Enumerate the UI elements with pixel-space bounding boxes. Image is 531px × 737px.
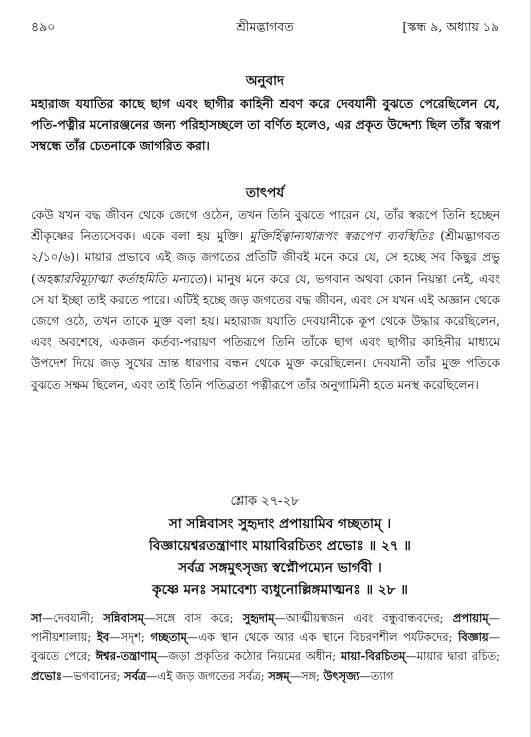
synonym-word: সর্বত্র [124, 668, 147, 683]
verse-line: সর্বত্র সঙ্গমুৎসৃজ্য স্বপ্নৌপম্যেন ভার্গবী । [178, 560, 382, 576]
translation-text: মহারাজ যযাতির কাছে ছাগ এবং ছাগীর কাহিনী শ্রবণ করে দেবযানী বুঝতে পেরেছিলেন যে, পতি-পত্নীর মনোরঞ্জনের জন্য পরিহাসচ্ছলে তা বর্ণিত হলেও, এর প্রকৃত উদ্দেশ্য ছিল তাঁর স্বরূপ সম্বন্ধে তাঁর চেতনাকে জাগরিত করা। [31, 96, 500, 153]
purport-reference: (শ্রীমদ্ভাগবত ২/১০/৬)। [31, 229, 500, 265]
synonym-meaning: —এই জড় জগতের সর্বত্র; [146, 668, 269, 683]
synonym-meaning: —সঙ্গে বাস করে; [144, 611, 243, 625]
purport-text-part: কেউ যখন বদ্ধ জীবন থেকে জেগে ওঠেন, তখন তিনি বুঝতে পারেন যে, তাঁর স্বরূপে তিনি হচ্ছেন শ্রীকৃষ্ণের নিত্যসেবক। একে বলা হয় মুক্তি। [31, 208, 500, 244]
purport-text-part: মায়ার প্রভাবে এই জড় জগতের প্রতিটি জীবই মনে করে যে, সে হচ্ছে সব কিছুর প্রভু ( [31, 250, 500, 286]
purport-heading: তাৎপর্য [245, 185, 285, 201]
synonym-meaning: —বুঝতে পেরে; [31, 630, 500, 664]
synonym-meaning: —ত্যাগ [359, 668, 394, 683]
synonym-word: ঈশ্বর-তন্ত্রাণাম্ [95, 649, 157, 664]
synonym-word: বিজ্ঞায় [458, 630, 489, 645]
verse-text [0, 513, 530, 601]
chapter-reference: [স্কন্ধ ৯, অধ্যায় ১৯ [402, 19, 499, 34]
synonym-word: সন্নিবাসম্ [103, 611, 144, 625]
synonym-word: উৎসৃজ্য [323, 668, 360, 683]
purport-text [31, 205, 500, 396]
purport-text-part: )। মানুষ মনে করে যে, ভগবান অথবা কোন নিয়ন্তা নেই, এবং সে যা ইচ্ছা তাই করতে পারে। এটিই হচ্ছে জড় জগতের বদ্ধ জীবন, এবং সে যখন এই অজ্ঞান থেকে জেগে ওঠে, তখন তাকে মুক্ত বলা হয়। মহারাজ যযাতি দেবযানীকে কূপ থেকে উদ্ধার করেছিলেন, এবং অবশেষে, একজন কর্তব্য-পরায়ণ পতিরূপে তিনি তাঁকে ছাগ এবং ছাগীর কাহিনীর মাধ্যমে উপদেশ দিয়ে জড় সুখের ভ্রান্ত ধারণার বন্ধন থেকে মুক্ত করেছিলেন। দেবযানী তাঁর মুক্ত পতিকে বুঝতে সক্ষম ছিলেন, এবং তাই তিনি পতিব্রতা পত্নীরূপে তাঁর অনুগামিনী হতে মনস্থ করেছিলেন। [31, 271, 500, 392]
synonym-meaning: —ভগবানের; [61, 668, 125, 683]
synonym-meaning: —মায়ার দ্বারা রচিত; [405, 649, 500, 664]
verse-line: সা সন্নিবাসং সুহৃদাং প্রপায়ামিব গচ্ছতাম্ । [168, 516, 392, 532]
running-header [31, 19, 499, 37]
synonym-meaning: —পানীয়শালায়; [31, 611, 501, 645]
synonym-meaning: —সঙ্গ; [289, 668, 324, 683]
synonym-word: সা [31, 611, 42, 625]
translation-heading: অনুবাদ [245, 73, 285, 89]
synonym-word: গচ্ছতাম্ [150, 630, 187, 645]
synonym-word: সঙ্গম্ [268, 668, 290, 683]
purport-quote: অহঙ্কারবিমূঢ়াত্মা কর্তাহমিতি মন্যতে [35, 271, 203, 286]
synonym-word: প্রপায়াম্ [452, 611, 489, 625]
synonym-word: মায়া-বিরচিতম্ [340, 649, 406, 664]
synonym-word: প্রভোঃ [31, 668, 62, 683]
page-number: ৪৯০ [31, 19, 56, 34]
book-title: শ্রীমদ্ভাগবত [236, 19, 294, 34]
synonym-word: সুহৃদাম্ [242, 611, 275, 625]
synonym-meaning: —সদৃশ; [109, 630, 151, 645]
synonym-meaning: —আত্মীয়স্বজন এবং বন্ধুবান্ধবদের; [274, 611, 453, 625]
synonym-meaning: —জড়া প্রকৃতির কঠোর নিয়মের অধীন; [156, 649, 341, 664]
synonym-meaning: —এক স্থান থেকে আর এক স্থানে বিচরণশীল পর্যটকদের; [186, 630, 459, 645]
verse-heading: শ্লোক ২৭-২৮ [230, 494, 300, 509]
verse-line: বিজ্ঞায়েশ্বরতন্ত্রাণাং মায়াবিরচিতং প্রভোঃ ॥ ২৭ ॥ [148, 538, 411, 554]
word-synonyms [31, 609, 500, 686]
synonym-word: ইব [96, 630, 110, 645]
synonym-meaning: —দেবযানী; [41, 611, 104, 625]
verse-line: কৃষ্ণে মনঃ সমাবেশ্য ব্যধুনোল্লিঙ্গমাত্মনঃ ॥ ২৮ ॥ [152, 582, 408, 598]
purport-quote: মুক্তির্হিত্বান্যথারূপং স্বরূপেণ ব্যবস্থিতিঃ [249, 229, 434, 244]
